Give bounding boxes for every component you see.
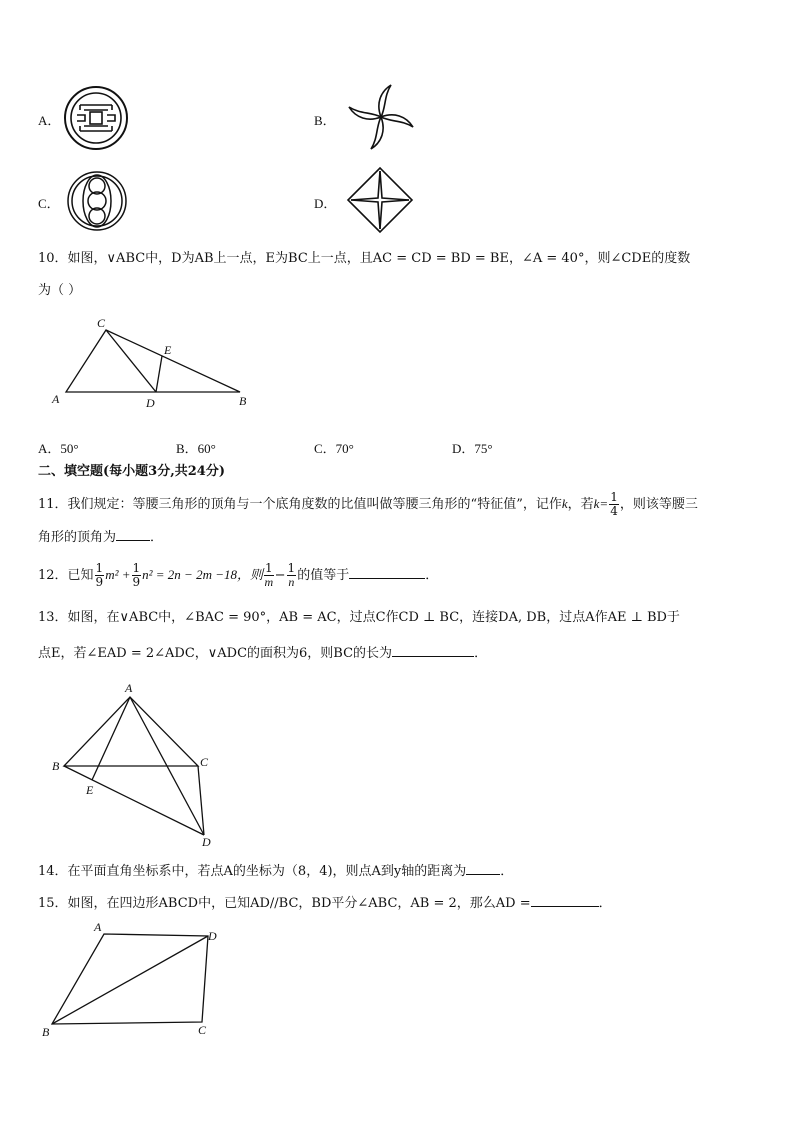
- q10-choice-d: D．75°: [452, 441, 493, 456]
- q10-stem-line2: 为（ ）: [38, 283, 82, 298]
- q10-label-b: B: [239, 394, 247, 408]
- q11-line1: [38, 487, 698, 522]
- q15-label-c: C: [198, 1023, 207, 1037]
- q11-frac-num: 1: [610, 490, 618, 504]
- q15-line: 15．如图，在四边形ABCD中，已知AD//BC，BD平分∠ABC，AB = 2，那么AD = ．: [38, 896, 612, 911]
- pinwheel-figure: [346, 82, 416, 152]
- q12-frac1: [95, 562, 105, 589]
- q12-frac2: [132, 562, 142, 589]
- q11-answer-blank[interactable]: [116, 528, 150, 541]
- q12-frac1-num: 1: [95, 561, 104, 575]
- q11-line2: 角形的顶角为 ．: [38, 530, 164, 545]
- q13-line2: 点E，若∠EAD = 2∠ADC，∨ADC的面积为6，则BC的长为 ．: [38, 646, 488, 661]
- q14-line: 14．在平面直角坐标系中，若点A的坐标为（8，4)，则点A到y轴的距离为 ．: [38, 864, 514, 879]
- option-a-label: A．: [38, 113, 61, 128]
- q10-choice-c: C．70°: [314, 441, 354, 456]
- q10-label-c: C: [97, 316, 106, 330]
- q12-minus: −: [274, 568, 286, 583]
- q15-quadrilateral-figure: [40, 920, 220, 1042]
- q12-answer-blank[interactable]: [349, 566, 425, 579]
- option-b-label: B．: [314, 113, 336, 128]
- q14-answer-blank[interactable]: [466, 862, 500, 875]
- q13-triangle-figure: [50, 680, 220, 850]
- q12-frac2-den: 9: [132, 575, 141, 589]
- q13-line2-text: 点E，若∠EAD = 2∠ADC，∨ADC的面积为6，则BC的长为: [38, 646, 393, 661]
- q12-prefix: 12．已知: [38, 568, 94, 583]
- option-d-label: D．: [314, 196, 337, 211]
- option-c-label: C．: [38, 196, 60, 211]
- q11-fraction: [609, 491, 619, 518]
- q10-triangle-figure: [48, 312, 258, 412]
- q10-choice-b: B．60°: [176, 441, 216, 456]
- q14-text: 14．在平面直角坐标系中，若点A的坐标为（8，4)，则点A到y轴的距离为: [38, 864, 467, 879]
- q15-answer-blank[interactable]: [531, 894, 599, 907]
- q10-choice-a: A．50°: [38, 441, 79, 456]
- q10-label-e: E: [164, 343, 172, 357]
- q10-label-d: D: [146, 396, 155, 410]
- q12-frac4-den: n: [288, 575, 295, 589]
- q12-frac1-den: 9: [95, 575, 104, 589]
- diamond-figure: [346, 166, 414, 234]
- q12-frac3: [264, 562, 274, 589]
- q12-frac2-num: 1: [132, 561, 141, 575]
- q13-label-b: B: [52, 759, 60, 773]
- ancient-coin-figure: [63, 85, 129, 151]
- q11-k: k: [561, 496, 568, 511]
- q15-label-d: D: [208, 929, 217, 943]
- q15-text: 15．如图，在四边形ABCD中，已知AD//BC，BD平分∠ABC，AB = 2，那么AD =: [38, 896, 531, 911]
- q13-line1: 13．如图，在∨ABC中，∠BAC = 90°，AB = AC，过点C作CD ⊥ BC，连接DA, DB，过点A作AE ⊥ BD于: [38, 610, 680, 625]
- q12-frac4-num: 1: [287, 561, 296, 575]
- q12-line: 12．已知 $\frac{1}{9}$ m² + $\frac{1}{9}$ n² = 2n − 2m −18，则 $\frac{1}{m}$ − $\frac{1}{n}$ 的值等于 ．: [38, 561, 439, 589]
- q11-text-b: ，若: [567, 497, 594, 512]
- q13-label-e: E: [86, 783, 94, 797]
- q12-frac3-den: m: [264, 575, 274, 589]
- q10-stem-line1: 10．如图，∨ABC中，D为AB上一点，E为BC上一点，且AC = CD = BD = BE，∠A = 40°，则∠CDE的度数: [38, 251, 691, 266]
- q11-text-a: 11．我们规定：等腰三角形的顶角与一个底角度数的比值叫做等腰三角形的“特征值”，记作: [38, 497, 562, 512]
- q15-label-b: B: [42, 1025, 50, 1039]
- q12-term2: n² = 2n − 2m −18，则: [142, 567, 263, 582]
- q15-label-a: A: [94, 920, 102, 934]
- section-heading: 二、填空题(每小题3分,共24分): [38, 464, 225, 479]
- nested-circles-figure: [66, 170, 128, 232]
- q12-term1: m² +: [105, 567, 131, 582]
- q11-frac-den: 4: [610, 504, 618, 518]
- q11-k-eq: k=: [593, 496, 609, 511]
- q13-answer-blank[interactable]: [392, 644, 474, 657]
- q13-label-d: D: [202, 835, 211, 849]
- q10-label-a: A: [52, 392, 60, 406]
- q13-label-c: C: [200, 755, 209, 769]
- q12-frac3-num: 1: [265, 561, 273, 575]
- q12-frac4: [287, 562, 297, 589]
- q13-label-a: A: [125, 681, 133, 695]
- q11-line2-text: 角形的顶角为: [38, 530, 117, 545]
- q11-text-c: ，则该等腰三: [619, 497, 698, 512]
- q12-suffix: 的值等于: [297, 568, 350, 583]
